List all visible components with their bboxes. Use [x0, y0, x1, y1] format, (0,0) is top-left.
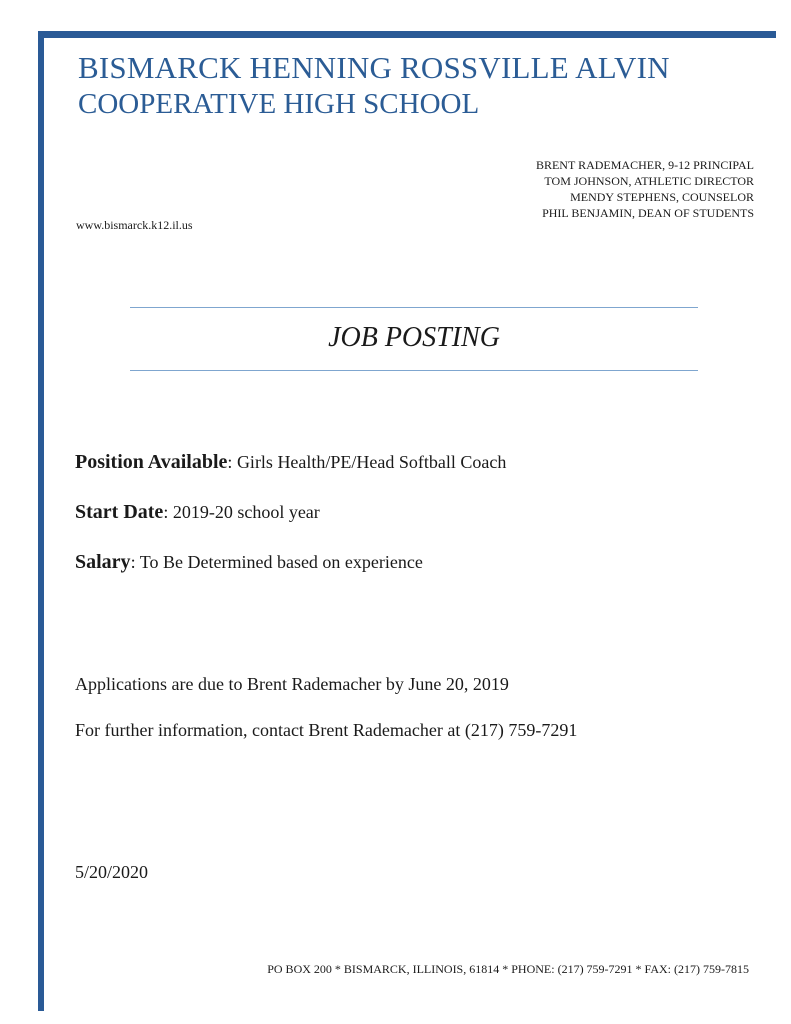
field-value: 2019-20 school year [168, 502, 320, 522]
school-website: www.bismarck.k12.il.us [76, 218, 193, 232]
field-start-date [75, 501, 320, 524]
title-rule-bottom [130, 370, 698, 371]
staff-list [536, 157, 754, 221]
field-separator: : [130, 552, 136, 572]
field-separator: : [163, 502, 169, 522]
field-value: To Be Determined based on experience [135, 552, 423, 572]
staff-athletic-director: TOM JOHNSON, ATHLETIC DIRECTOR [544, 174, 754, 188]
field-position-available [75, 451, 506, 474]
field-label: Position Available [75, 451, 228, 473]
field-label: Salary [75, 551, 131, 573]
title-rule-top [130, 307, 698, 308]
contact-info-text: For further information, contact Brent Rademacher at (217) 759-7291 [75, 720, 578, 740]
staff-principal: BRENT RADEMACHER, 9-12 PRINCIPAL [535, 158, 754, 172]
staff-dean: PHIL BENJAMIN, DEAN OF STUDENTS [542, 206, 754, 220]
school-name-line1: BISMARCK HENNING ROSSVILLE ALVIN [78, 50, 670, 85]
posting-date: 5/20/2020 [75, 862, 149, 882]
job-posting-title: JOB POSTING [328, 322, 500, 353]
school-name-line2: COOPERATIVE HIGH SCHOOL [78, 88, 480, 120]
letterhead-left-border [38, 31, 44, 1011]
footer-address: PO BOX 200 * BISMARCK, ILLINOIS, 61814 * PHONE: (217) 759-7291 * FAX: (217) 759-7815 [267, 962, 749, 976]
field-salary [75, 551, 423, 574]
field-separator: : [227, 452, 233, 472]
staff-counselor: MENDY STEPHENS, COUNSELOR [570, 190, 754, 204]
letterhead-top-border [38, 31, 776, 38]
applications-due-text: Applications are due to Brent Rademacher by June 20, 2019 [75, 674, 509, 694]
field-label: Start Date [75, 501, 164, 523]
field-value: Girls Health/PE/Head Softball Coach [232, 452, 507, 472]
